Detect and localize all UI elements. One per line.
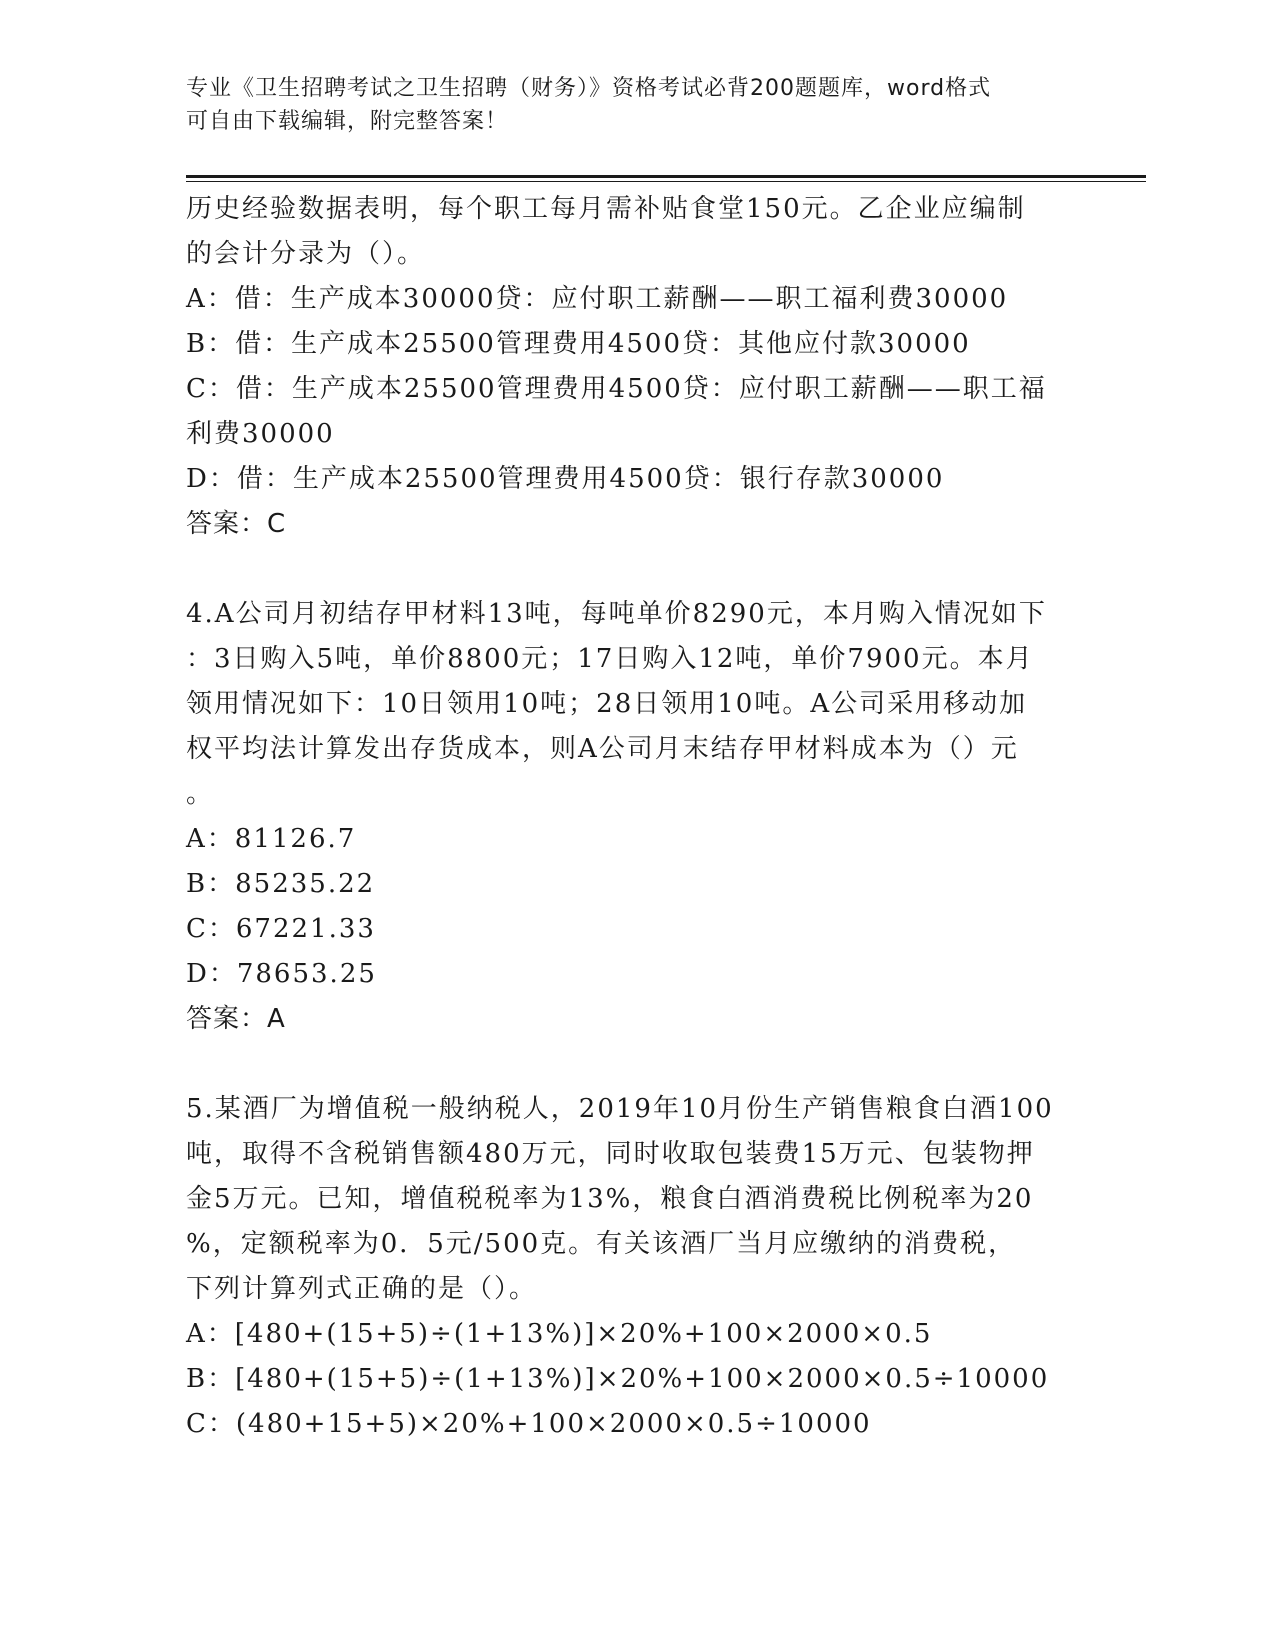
- question-4-stem-line-2: ：3日购入5吨，单价8800元；17日购入12吨，单价7900元。本月: [186, 644, 1034, 674]
- question-4-stem-line-4: 权平均法计算发出存货成本，则A公司月末结存甲材料成本为（）元: [186, 734, 1019, 764]
- question-5-stem-line-5: 下列计算列式正确的是（）。: [186, 1274, 538, 1304]
- question-4: [186, 592, 1086, 1042]
- question-4-stem-line-5: 。: [186, 779, 215, 809]
- question-4-stem-line-3: 领用情况如下：10日领用10吨；28日领用10吨。A公司采用移动加: [186, 689, 1028, 719]
- question-4-option-c: C：67221.33: [186, 914, 376, 944]
- question-5-stem-line-1: 5.某酒厂为增值税一般纳税人，2019年10月份生产销售粮食白酒100: [186, 1094, 1054, 1124]
- question-5: [186, 1087, 1086, 1447]
- header-divider-thick: [186, 175, 1146, 178]
- spacer: [186, 547, 1086, 592]
- question-5-option-c: C：(480+15+5)×20%+100×2000×0.5÷10000: [186, 1409, 872, 1439]
- question-3-option-b: B：借：生产成本25500管理费用4500贷：其他应付款30000: [186, 329, 971, 359]
- question-3-answer: 答案：C: [186, 509, 287, 539]
- spacer: [186, 1042, 1086, 1087]
- document-body: [186, 187, 1086, 1447]
- header-line-1: 专业《卫生招聘考试之卫生招聘（财务）》资格考试必背200题题库，word格式: [186, 76, 992, 101]
- question-3: [186, 187, 1086, 547]
- question-5-option-a: A：[480+(15+5)÷(1+13%)]×20%+100×2000×0.5: [186, 1319, 933, 1349]
- question-4-answer: 答案：A: [186, 1004, 286, 1034]
- question-3-stem-line-2: 的会计分录为（）。: [186, 239, 426, 269]
- question-5-option-b: B：[480+(15+5)÷(1+13%)]×20%+100×2000×0.5÷10000: [186, 1364, 1050, 1394]
- question-3-option-c-line-1: C：借：生产成本25500管理费用4500贷：应付职工薪酬——职工福: [186, 374, 1047, 404]
- question-4-option-a: A：81126.7: [186, 824, 357, 854]
- header-divider-thin: [186, 181, 1146, 182]
- question-3-stem-line-1: 历史经验数据表明，每个职工每月需补贴食堂150元。乙企业应编制: [186, 194, 1026, 224]
- question-3-option-c-line-2: 利费30000: [186, 419, 335, 449]
- header-line-2: 可自由下载编辑，附完整答案！: [186, 109, 509, 134]
- question-4-option-d: D：78653.25: [186, 959, 377, 989]
- question-4-option-b: B：85235.22: [186, 869, 376, 899]
- question-3-option-a: A：借：生产成本30000贷：应付职工薪酬——职工福利费30000: [186, 284, 1009, 314]
- question-5-stem-line-2: 吨，取得不含税销售额480万元，同时收取包装费15万元、包装物押: [186, 1139, 1035, 1169]
- question-4-stem-line-1: 4.A公司月初结存甲材料13吨，每吨单价8290元，本月购入情况如下: [186, 599, 1047, 629]
- question-3-option-d: D：借：生产成本25500管理费用4500贷：银行存款30000: [186, 464, 945, 494]
- question-5-stem-line-4: %，定额税率为0．5元/500克。有关该酒厂当月应缴纳的消费税，: [186, 1229, 1017, 1259]
- question-5-stem-line-3: 金5万元。已知，增值税税率为13%，粮食白酒消费税比例税率为20: [186, 1184, 1034, 1214]
- document-header: [186, 72, 1066, 138]
